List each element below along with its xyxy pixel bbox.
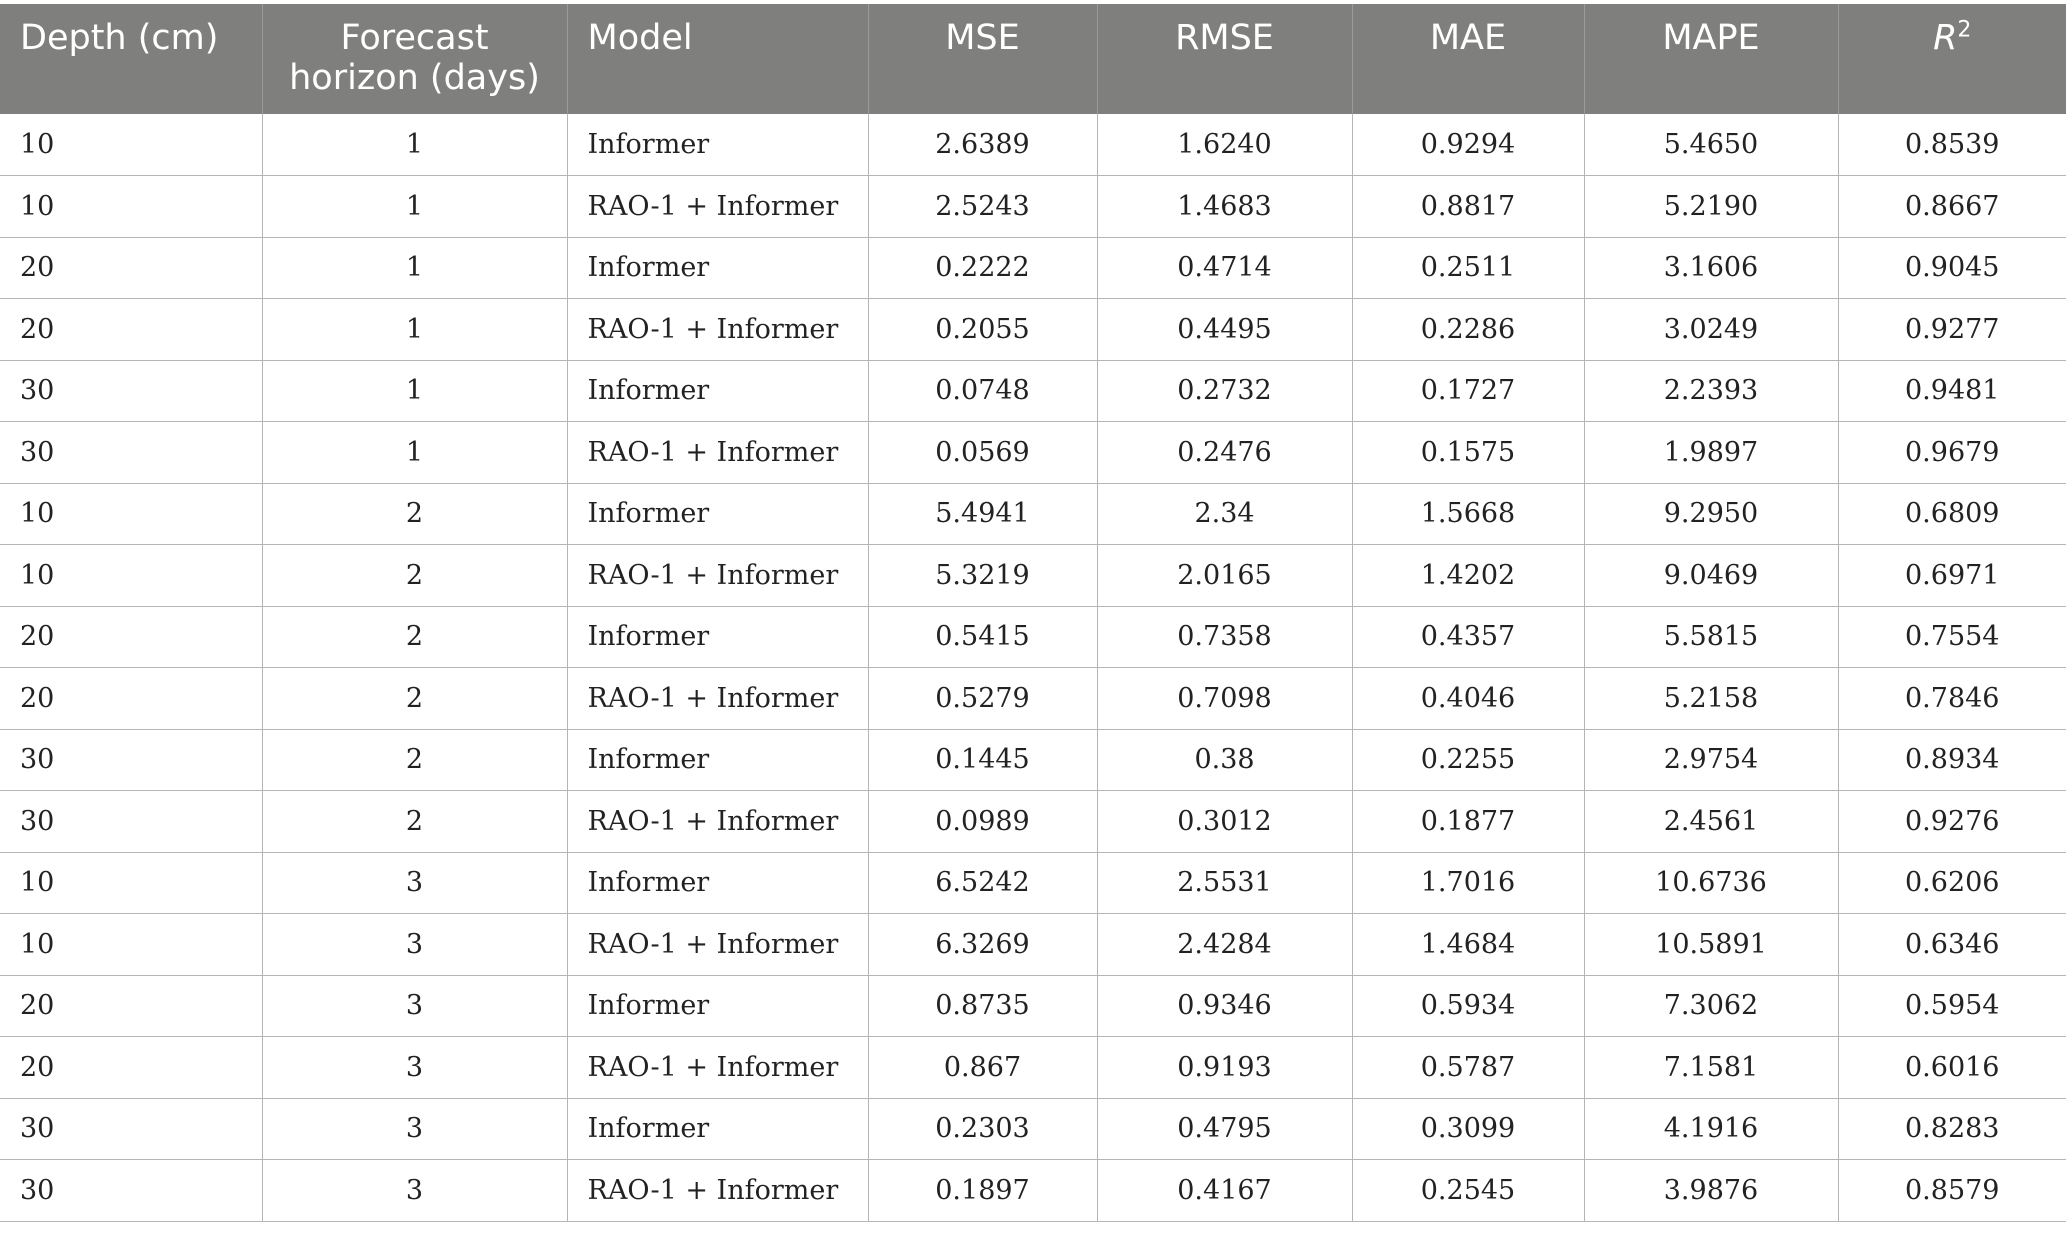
header-mape: MAPE	[1584, 4, 1838, 114]
cell-forecast-horizon: 1	[262, 176, 567, 238]
cell-mape: 3.9876	[1584, 1160, 1838, 1222]
cell-model: RAO-1 + Informer	[567, 176, 868, 238]
cell-rmse: 0.4167	[1097, 1160, 1352, 1222]
table-row	[0, 852, 2066, 914]
cell-mse: 0.2303	[868, 1098, 1097, 1160]
table-row	[0, 237, 2066, 299]
header-row	[0, 4, 2066, 114]
cell-mape: 2.2393	[1584, 360, 1838, 422]
cell-model: Informer	[567, 114, 868, 176]
cell-mae: 0.2511	[1352, 237, 1584, 299]
cell-depth: 10	[0, 545, 262, 607]
cell-mae: 1.7016	[1352, 852, 1584, 914]
cell-forecast-horizon: 2	[262, 791, 567, 853]
cell-mse: 0.8735	[868, 975, 1097, 1037]
cell-rmse: 2.5531	[1097, 852, 1352, 914]
cell-model: RAO-1 + Informer	[567, 1160, 868, 1222]
cell-mae: 0.2255	[1352, 729, 1584, 791]
cell-mape: 9.0469	[1584, 545, 1838, 607]
cell-forecast-horizon: 1	[262, 114, 567, 176]
cell-r2: 0.7846	[1838, 668, 2066, 730]
cell-mae: 0.1727	[1352, 360, 1584, 422]
table-row	[0, 483, 2066, 545]
table-row	[0, 729, 2066, 791]
cell-r2: 0.6346	[1838, 914, 2066, 976]
cell-mape: 10.5891	[1584, 914, 1838, 976]
cell-mae: 0.4046	[1352, 668, 1584, 730]
cell-depth: 10	[0, 176, 262, 238]
header-mae: MAE	[1352, 4, 1584, 114]
cell-mae: 1.4684	[1352, 914, 1584, 976]
cell-depth: 10	[0, 114, 262, 176]
cell-depth: 20	[0, 237, 262, 299]
table-row	[0, 545, 2066, 607]
cell-r2: 0.5954	[1838, 975, 2066, 1037]
cell-mape: 7.3062	[1584, 975, 1838, 1037]
cell-rmse: 2.4284	[1097, 914, 1352, 976]
cell-depth: 30	[0, 360, 262, 422]
cell-rmse: 2.34	[1097, 483, 1352, 545]
cell-mae: 0.1877	[1352, 791, 1584, 853]
cell-forecast-horizon: 1	[262, 237, 567, 299]
cell-rmse: 0.7358	[1097, 606, 1352, 668]
cell-r2: 0.8579	[1838, 1160, 2066, 1222]
cell-depth: 30	[0, 1098, 262, 1160]
cell-model: Informer	[567, 975, 868, 1037]
header-rmse: RMSE	[1097, 4, 1352, 114]
cell-model: Informer	[567, 729, 868, 791]
cell-mae: 0.5787	[1352, 1037, 1584, 1099]
cell-model: Informer	[567, 852, 868, 914]
cell-mse: 5.3219	[868, 545, 1097, 607]
cell-mse: 5.4941	[868, 483, 1097, 545]
cell-model: RAO-1 + Informer	[567, 791, 868, 853]
cell-rmse: 0.2476	[1097, 422, 1352, 484]
cell-depth: 30	[0, 791, 262, 853]
cell-depth: 20	[0, 975, 262, 1037]
cell-model: RAO-1 + Informer	[567, 914, 868, 976]
cell-forecast-horizon: 2	[262, 545, 567, 607]
cell-rmse: 1.4683	[1097, 176, 1352, 238]
cell-model: Informer	[567, 1098, 868, 1160]
cell-forecast-horizon: 2	[262, 483, 567, 545]
cell-r2: 0.7554	[1838, 606, 2066, 668]
cell-forecast-horizon: 3	[262, 1037, 567, 1099]
cell-model: Informer	[567, 237, 868, 299]
cell-forecast-horizon: 3	[262, 1160, 567, 1222]
header-horizon-line1: Forecast	[340, 18, 489, 58]
table-row	[0, 914, 2066, 976]
cell-model: RAO-1 + Informer	[567, 1037, 868, 1099]
cell-forecast-horizon: 1	[262, 299, 567, 361]
cell-model: Informer	[567, 483, 868, 545]
cell-depth: 30	[0, 729, 262, 791]
cell-depth: 30	[0, 422, 262, 484]
cell-mse: 0.867	[868, 1037, 1097, 1099]
cell-depth: 10	[0, 914, 262, 976]
cell-mape: 2.9754	[1584, 729, 1838, 791]
cell-mape: 5.5815	[1584, 606, 1838, 668]
table-body	[0, 114, 2066, 1221]
cell-depth: 20	[0, 1037, 262, 1099]
cell-r2: 0.9276	[1838, 791, 2066, 853]
cell-rmse: 0.4714	[1097, 237, 1352, 299]
cell-forecast-horizon: 3	[262, 914, 567, 976]
cell-forecast-horizon: 2	[262, 606, 567, 668]
cell-mape: 3.0249	[1584, 299, 1838, 361]
table-row	[0, 299, 2066, 361]
table-row	[0, 606, 2066, 668]
cell-model: Informer	[567, 360, 868, 422]
cell-mse: 6.3269	[868, 914, 1097, 976]
cell-rmse: 0.9193	[1097, 1037, 1352, 1099]
header-depth: Depth (cm)	[0, 4, 262, 114]
cell-mae: 0.9294	[1352, 114, 1584, 176]
cell-r2: 0.9679	[1838, 422, 2066, 484]
cell-model: Informer	[567, 606, 868, 668]
cell-model: RAO-1 + Informer	[567, 422, 868, 484]
cell-mae: 0.2545	[1352, 1160, 1584, 1222]
table-header	[0, 4, 2066, 114]
cell-mse: 0.2222	[868, 237, 1097, 299]
cell-r2: 0.9045	[1838, 237, 2066, 299]
cell-forecast-horizon: 2	[262, 729, 567, 791]
cell-mape: 4.1916	[1584, 1098, 1838, 1160]
cell-rmse: 0.3012	[1097, 791, 1352, 853]
cell-depth: 20	[0, 668, 262, 730]
cell-rmse: 0.2732	[1097, 360, 1352, 422]
cell-depth: 10	[0, 483, 262, 545]
cell-rmse: 2.0165	[1097, 545, 1352, 607]
cell-mape: 1.9897	[1584, 422, 1838, 484]
cell-rmse: 0.4495	[1097, 299, 1352, 361]
table-row	[0, 1160, 2066, 1222]
cell-mse: 0.1897	[868, 1160, 1097, 1222]
header-horizon-line2: horizon (days)	[289, 58, 540, 98]
cell-forecast-horizon: 3	[262, 852, 567, 914]
cell-r2: 0.6809	[1838, 483, 2066, 545]
cell-mse: 2.5243	[868, 176, 1097, 238]
cell-mse: 0.5415	[868, 606, 1097, 668]
cell-mape: 9.2950	[1584, 483, 1838, 545]
cell-rmse: 0.38	[1097, 729, 1352, 791]
cell-r2: 0.8934	[1838, 729, 2066, 791]
cell-r2: 0.6971	[1838, 545, 2066, 607]
table-row	[0, 1098, 2066, 1160]
table-row	[0, 360, 2066, 422]
cell-mse: 0.2055	[868, 299, 1097, 361]
cell-mae: 0.5934	[1352, 975, 1584, 1037]
cell-forecast-horizon: 3	[262, 975, 567, 1037]
cell-mape: 7.1581	[1584, 1037, 1838, 1099]
cell-mse: 0.0569	[868, 422, 1097, 484]
cell-depth: 10	[0, 852, 262, 914]
results-table	[0, 4, 2066, 1222]
cell-model: RAO-1 + Informer	[567, 299, 868, 361]
cell-mse: 2.6389	[868, 114, 1097, 176]
table-row	[0, 1037, 2066, 1099]
cell-r2: 0.8667	[1838, 176, 2066, 238]
table-row	[0, 422, 2066, 484]
table-row	[0, 176, 2066, 238]
cell-mse: 0.1445	[868, 729, 1097, 791]
cell-mape: 5.4650	[1584, 114, 1838, 176]
cell-mse: 0.0989	[868, 791, 1097, 853]
cell-mae: 0.8817	[1352, 176, 1584, 238]
cell-mae: 1.4202	[1352, 545, 1584, 607]
cell-mae: 0.4357	[1352, 606, 1584, 668]
cell-mae: 0.3099	[1352, 1098, 1584, 1160]
cell-rmse: 1.6240	[1097, 114, 1352, 176]
cell-forecast-horizon: 3	[262, 1098, 567, 1160]
header-r2-base: R	[1933, 18, 1958, 58]
cell-rmse: 0.7098	[1097, 668, 1352, 730]
cell-model: RAO-1 + Informer	[567, 668, 868, 730]
cell-mape: 5.2190	[1584, 176, 1838, 238]
table-row	[0, 114, 2066, 176]
header-model: Model	[567, 4, 868, 114]
header-mse: MSE	[868, 4, 1097, 114]
header-forecast-horizon	[262, 4, 567, 114]
cell-mae: 0.2286	[1352, 299, 1584, 361]
cell-mse: 6.5242	[868, 852, 1097, 914]
table-row	[0, 975, 2066, 1037]
cell-forecast-horizon: 1	[262, 360, 567, 422]
cell-mse: 0.0748	[868, 360, 1097, 422]
cell-rmse: 0.9346	[1097, 975, 1352, 1037]
cell-mape: 5.2158	[1584, 668, 1838, 730]
cell-r2: 0.9277	[1838, 299, 2066, 361]
cell-model: RAO-1 + Informer	[567, 545, 868, 607]
table-row	[0, 791, 2066, 853]
cell-r2: 0.8283	[1838, 1098, 2066, 1160]
cell-depth: 20	[0, 299, 262, 361]
cell-depth: 30	[0, 1160, 262, 1222]
cell-depth: 20	[0, 606, 262, 668]
table-row	[0, 668, 2066, 730]
cell-forecast-horizon: 1	[262, 422, 567, 484]
cell-mape: 2.4561	[1584, 791, 1838, 853]
cell-forecast-horizon: 2	[262, 668, 567, 730]
cell-mae: 0.1575	[1352, 422, 1584, 484]
cell-r2: 0.8539	[1838, 114, 2066, 176]
cell-rmse: 0.4795	[1097, 1098, 1352, 1160]
header-r2	[1838, 4, 2066, 114]
cell-r2: 0.6016	[1838, 1037, 2066, 1099]
cell-mape: 10.6736	[1584, 852, 1838, 914]
cell-r2: 0.9481	[1838, 360, 2066, 422]
header-r2-exponent: 2	[1957, 17, 1972, 43]
cell-mape: 3.1606	[1584, 237, 1838, 299]
cell-r2: 0.6206	[1838, 852, 2066, 914]
cell-mse: 0.5279	[868, 668, 1097, 730]
cell-mae: 1.5668	[1352, 483, 1584, 545]
